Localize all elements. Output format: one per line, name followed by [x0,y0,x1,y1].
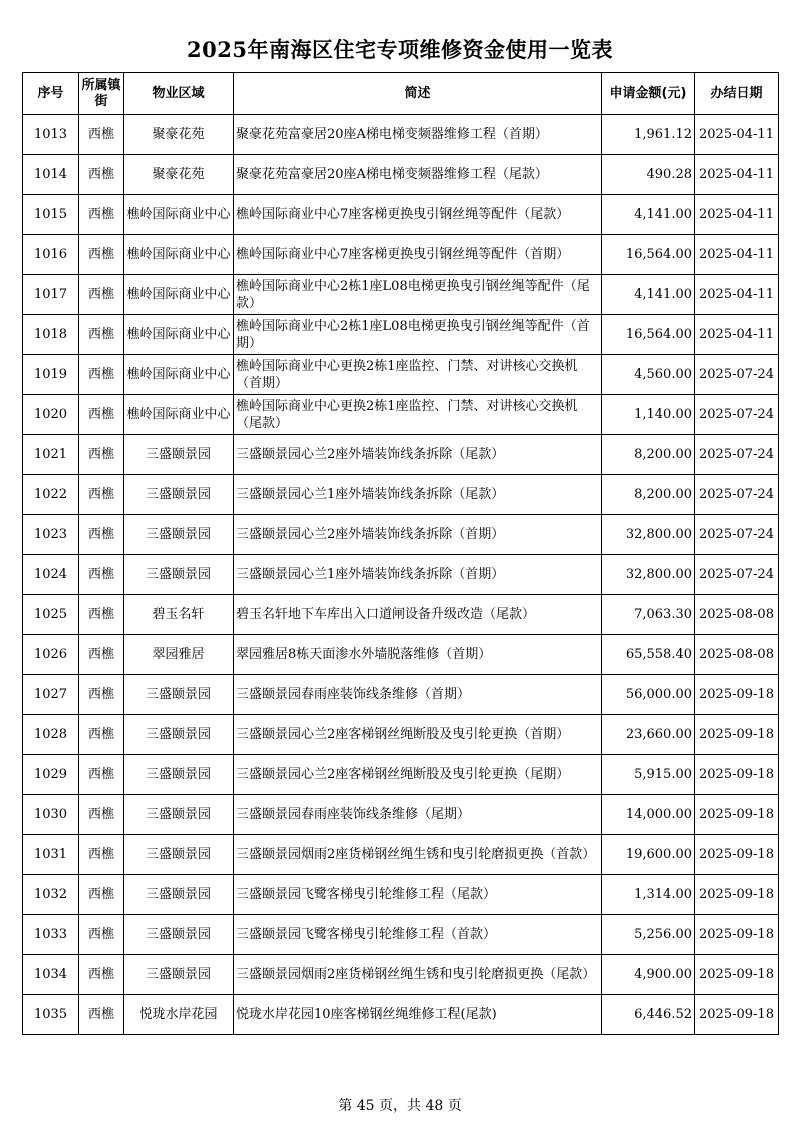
table-row [23,115,779,155]
cell-date: 2025-07-24 [695,515,779,555]
header-no: 序号 [23,73,79,115]
cell-date: 2025-09-18 [695,835,779,875]
table-row [23,675,779,715]
cell-date: 2025-08-08 [695,635,779,675]
cell-area: 三盛颐景园 [124,675,234,715]
cell-no: 1029 [23,755,79,795]
cell-amount: 32,800.00 [602,515,695,555]
cell-amount: 16,564.00 [602,235,695,275]
header-desc: 简述 [234,73,602,115]
cell-desc: 聚豪花苑富豪居20座A梯电梯变频器维修工程（尾款） [234,155,602,195]
cell-town: 西樵 [79,475,124,515]
cell-town: 西樵 [79,355,124,395]
cell-town: 西樵 [79,675,124,715]
cell-town: 西樵 [79,795,124,835]
table-row [23,995,779,1035]
cell-area: 三盛颐景园 [124,715,234,755]
cell-area: 樵岭国际商业中心 [124,275,234,315]
cell-desc: 悦珑水岸花园10座客梯钢丝绳维修工程(尾款) [234,995,602,1035]
cell-date: 2025-07-24 [695,475,779,515]
cell-no: 1031 [23,835,79,875]
cell-desc: 三盛颐景园春雨座装饰线条维修（尾期） [234,795,602,835]
cell-date: 2025-04-11 [695,115,779,155]
cell-date: 2025-09-18 [695,995,779,1035]
cell-town: 西樵 [79,395,124,435]
cell-no: 1014 [23,155,79,195]
cell-desc: 聚豪花苑富豪居20座A梯电梯变频器维修工程（首期） [234,115,602,155]
cell-amount: 1,961.12 [602,115,695,155]
cell-area: 聚豪花苑 [124,115,234,155]
cell-town: 西樵 [79,915,124,955]
header-area: 物业区域 [124,73,234,115]
cell-no: 1020 [23,395,79,435]
table-row [23,635,779,675]
cell-date: 2025-07-24 [695,435,779,475]
table-row [23,555,779,595]
table-row [23,235,779,275]
cell-amount: 8,200.00 [602,435,695,475]
table-row [23,355,779,395]
cell-date: 2025-09-18 [695,795,779,835]
cell-amount: 32,800.00 [602,555,695,595]
cell-town: 西樵 [79,715,124,755]
cell-town: 西樵 [79,595,124,635]
cell-town: 西樵 [79,195,124,235]
cell-desc: 三盛颐景园飞鹭客梯曳引轮维修工程（首款） [234,915,602,955]
cell-no: 1032 [23,875,79,915]
cell-area: 三盛颐景园 [124,435,234,475]
cell-desc: 三盛颐景园心兰1座外墙装饰线条拆除（首期） [234,555,602,595]
cell-area: 悦珑水岸花园 [124,995,234,1035]
fund-usage-table [22,72,779,1035]
cell-no: 1022 [23,475,79,515]
table-header-row [23,73,779,115]
table-row [23,595,779,635]
cell-amount: 4,141.00 [602,275,695,315]
table-row [23,195,779,235]
cell-no: 1024 [23,555,79,595]
cell-desc: 三盛颐景园飞鹭客梯曳引轮维修工程（尾款） [234,875,602,915]
cell-amount: 14,000.00 [602,795,695,835]
cell-date: 2025-04-11 [695,155,779,195]
cell-amount: 56,000.00 [602,675,695,715]
cell-date: 2025-09-18 [695,955,779,995]
cell-desc: 碧玉名轩地下车库出入口道闸设备升级改造（尾款） [234,595,602,635]
cell-date: 2025-04-11 [695,275,779,315]
cell-amount: 490.28 [602,155,695,195]
cell-town: 西樵 [79,435,124,475]
cell-amount: 16,564.00 [602,315,695,355]
cell-amount: 1,314.00 [602,875,695,915]
cell-town: 西樵 [79,955,124,995]
cell-date: 2025-04-11 [695,315,779,355]
cell-no: 1028 [23,715,79,755]
cell-town: 西樵 [79,555,124,595]
cell-town: 西樵 [79,115,124,155]
cell-amount: 65,558.40 [602,635,695,675]
table-row [23,435,779,475]
cell-town: 西樵 [79,835,124,875]
cell-desc: 樵岭国际商业中心2栋1座L08电梯更换曳引钢丝绳等配件（尾款） [234,275,602,315]
cell-area: 三盛颐景园 [124,555,234,595]
cell-area: 翠园雅居 [124,635,234,675]
cell-date: 2025-04-11 [695,235,779,275]
header-town: 所属镇街 [79,73,124,115]
cell-town: 西樵 [79,995,124,1035]
cell-desc: 三盛颐景园烟雨2座货梯钢丝绳生锈和曳引轮磨损更换（尾款） [234,955,602,995]
cell-town: 西樵 [79,635,124,675]
cell-town: 西樵 [79,235,124,275]
cell-desc: 翠园雅居8栋天面渗水外墙脱落维修（首期） [234,635,602,675]
cell-town: 西樵 [79,755,124,795]
cell-area: 聚豪花苑 [124,155,234,195]
cell-date: 2025-09-18 [695,715,779,755]
cell-desc: 樵岭国际商业中心更换2栋1座监控、门禁、对讲核心交换机（尾款） [234,395,602,435]
cell-date: 2025-08-08 [695,595,779,635]
table-row [23,515,779,555]
table-row [23,955,779,995]
cell-no: 1034 [23,955,79,995]
cell-amount: 19,600.00 [602,835,695,875]
cell-no: 1023 [23,515,79,555]
cell-no: 1018 [23,315,79,355]
cell-area: 樵岭国际商业中心 [124,195,234,235]
header-amount: 申请金额(元) [602,73,695,115]
cell-desc: 三盛颐景园心兰2座客梯钢丝绳断股及曳引轮更换（尾期） [234,755,602,795]
cell-no: 1021 [23,435,79,475]
cell-town: 西樵 [79,315,124,355]
table-row [23,795,779,835]
cell-area: 三盛颐景园 [124,795,234,835]
cell-amount: 8,200.00 [602,475,695,515]
cell-amount: 5,915.00 [602,755,695,795]
page-title: 2025年南海区住宅专项维修资金使用一览表 [187,37,613,62]
cell-desc: 樵岭国际商业中心2栋1座L08电梯更换曳引钢丝绳等配件（首期） [234,315,602,355]
cell-amount: 1,140.00 [602,395,695,435]
cell-date: 2025-09-18 [695,675,779,715]
cell-area: 三盛颐景园 [124,835,234,875]
cell-no: 1027 [23,675,79,715]
cell-date: 2025-07-24 [695,355,779,395]
table-row [23,835,779,875]
cell-area: 樵岭国际商业中心 [124,395,234,435]
cell-no: 1026 [23,635,79,675]
cell-area: 樵岭国际商业中心 [124,315,234,355]
table-row [23,915,779,955]
cell-date: 2025-07-24 [695,395,779,435]
cell-area: 三盛颐景园 [124,475,234,515]
cell-no: 1013 [23,115,79,155]
cell-desc: 三盛颐景园春雨座装饰线条维修（首期） [234,675,602,715]
cell-town: 西樵 [79,515,124,555]
cell-town: 西樵 [79,275,124,315]
cell-area: 三盛颐景园 [124,875,234,915]
cell-date: 2025-09-18 [695,875,779,915]
cell-no: 1016 [23,235,79,275]
cell-town: 西樵 [79,875,124,915]
table-row [23,395,779,435]
cell-area: 三盛颐景园 [124,515,234,555]
cell-no: 1033 [23,915,79,955]
cell-area: 碧玉名轩 [124,595,234,635]
cell-area: 樵岭国际商业中心 [124,235,234,275]
page-footer: 第 45 页，共 48 页 [338,1098,462,1114]
cell-amount: 7,063.30 [602,595,695,635]
cell-area: 三盛颐景园 [124,915,234,955]
cell-date: 2025-09-18 [695,755,779,795]
cell-date: 2025-09-18 [695,915,779,955]
table-row [23,275,779,315]
table-row [23,715,779,755]
cell-no: 1015 [23,195,79,235]
cell-no: 1019 [23,355,79,395]
cell-amount: 4,141.00 [602,195,695,235]
cell-area: 樵岭国际商业中心 [124,355,234,395]
cell-date: 2025-04-11 [695,195,779,235]
cell-amount: 5,256.00 [602,915,695,955]
cell-amount: 4,900.00 [602,955,695,995]
cell-desc: 三盛颐景园心兰2座客梯钢丝绳断股及曳引轮更换（首期） [234,715,602,755]
cell-desc: 樵岭国际商业中心7座客梯更换曳引钢丝绳等配件（首期） [234,235,602,275]
table-row [23,155,779,195]
cell-amount: 6,446.52 [602,995,695,1035]
cell-desc: 三盛颐景园烟雨2座货梯钢丝绳生锈和曳引轮磨损更换（首款） [234,835,602,875]
table-row [23,755,779,795]
header-date: 办结日期 [695,73,779,115]
cell-no: 1017 [23,275,79,315]
cell-desc: 三盛颐景园心兰2座外墙装饰线条拆除（首期） [234,515,602,555]
cell-no: 1035 [23,995,79,1035]
table-row [23,315,779,355]
table-row [23,475,779,515]
cell-area: 三盛颐景园 [124,955,234,995]
cell-date: 2025-07-24 [695,555,779,595]
cell-town: 西樵 [79,155,124,195]
cell-amount: 4,560.00 [602,355,695,395]
cell-no: 1030 [23,795,79,835]
cell-desc: 三盛颐景园心兰1座外墙装饰线条拆除（尾款） [234,475,602,515]
cell-desc: 樵岭国际商业中心更换2栋1座监控、门禁、对讲核心交换机（首期） [234,355,602,395]
cell-no: 1025 [23,595,79,635]
cell-area: 三盛颐景园 [124,755,234,795]
table-row [23,875,779,915]
cell-desc: 三盛颐景园心兰2座外墙装饰线条拆除（尾款） [234,435,602,475]
cell-amount: 23,660.00 [602,715,695,755]
cell-desc: 樵岭国际商业中心7座客梯更换曳引钢丝绳等配件（尾款） [234,195,602,235]
